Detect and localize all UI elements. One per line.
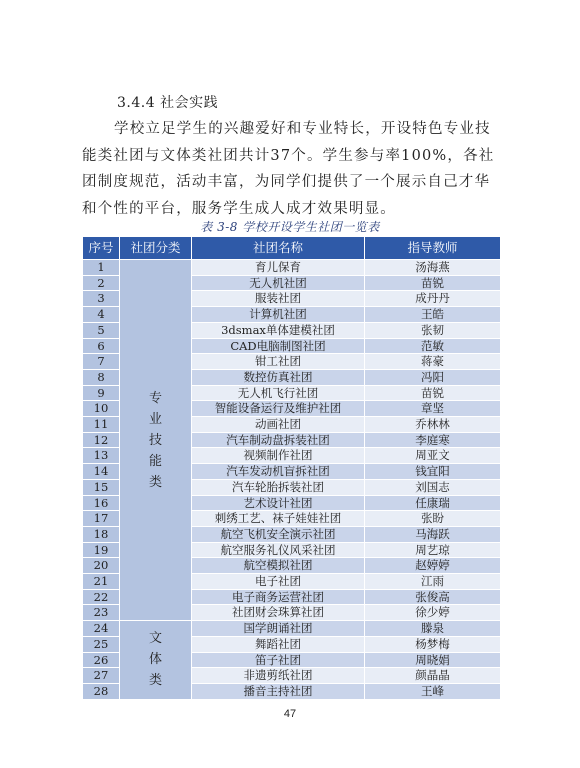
row-number: 20 bbox=[83, 558, 120, 574]
table-row bbox=[83, 260, 501, 276]
row-number: 28 bbox=[83, 683, 120, 699]
row-number: 5 bbox=[83, 322, 120, 338]
club-name: 动画社团 bbox=[192, 417, 365, 433]
column-header-category: 社团分类 bbox=[120, 237, 192, 260]
row-number: 3 bbox=[83, 291, 120, 307]
club-name: 钳工社团 bbox=[192, 354, 365, 370]
club-table bbox=[82, 236, 501, 700]
row-number: 22 bbox=[83, 589, 120, 605]
club-name: 航空服务礼仪风采社团 bbox=[192, 542, 365, 558]
club-name: 数控仿真社团 bbox=[192, 369, 365, 385]
row-number: 9 bbox=[83, 385, 120, 401]
body-paragraph bbox=[82, 116, 502, 222]
column-header-teacher: 指导教师 bbox=[365, 237, 501, 260]
category-label: 文体类 bbox=[148, 631, 162, 689]
club-teacher: 张盼 bbox=[365, 511, 501, 527]
club-teacher: 刘国志 bbox=[365, 479, 501, 495]
row-number: 14 bbox=[83, 464, 120, 480]
club-teacher: 颜晶晶 bbox=[365, 668, 501, 684]
row-number: 21 bbox=[83, 574, 120, 590]
row-number: 24 bbox=[83, 621, 120, 637]
row-number: 27 bbox=[83, 668, 120, 684]
row-number: 12 bbox=[83, 432, 120, 448]
club-name: 舞蹈社团 bbox=[192, 636, 365, 652]
club-teacher: 江雨 bbox=[365, 574, 501, 590]
table-caption: 表 3-8 学校开设学生社团一览表 bbox=[200, 220, 380, 234]
table-row bbox=[83, 621, 501, 637]
club-teacher: 冯阳 bbox=[365, 369, 501, 385]
club-teacher: 王皓 bbox=[365, 307, 501, 323]
club-teacher: 蒋豪 bbox=[365, 354, 501, 370]
club-name: 视频制作社团 bbox=[192, 448, 365, 464]
club-name: 智能设备运行及维护社团 bbox=[192, 401, 365, 417]
club-name: 刺绣工艺、袜子娃娃社团 bbox=[192, 511, 365, 527]
club-name: 汽车制动盘拆装社团 bbox=[192, 432, 365, 448]
row-number: 26 bbox=[83, 652, 120, 668]
club-name: 国学朗诵社团 bbox=[192, 621, 365, 637]
row-number: 11 bbox=[83, 417, 120, 433]
row-number: 17 bbox=[83, 511, 120, 527]
row-number: 6 bbox=[83, 338, 120, 354]
row-number: 4 bbox=[83, 307, 120, 323]
column-header-club-name: 社团名称 bbox=[192, 237, 365, 260]
club-teacher: 李庭寒 bbox=[365, 432, 501, 448]
club-name: 汽车轮胎拆装社团 bbox=[192, 479, 365, 495]
club-name: 育儿保育 bbox=[192, 260, 365, 276]
club-name: 播音主持社团 bbox=[192, 683, 365, 699]
club-name: 汽车发动机盲拆社团 bbox=[192, 464, 365, 480]
club-teacher: 赵婷婷 bbox=[365, 558, 501, 574]
row-number: 15 bbox=[83, 479, 120, 495]
row-number: 19 bbox=[83, 542, 120, 558]
row-number: 25 bbox=[83, 636, 120, 652]
category-label: 专业技能类 bbox=[148, 390, 162, 490]
category-professional-skills bbox=[120, 260, 192, 621]
club-teacher: 苗锐 bbox=[365, 275, 501, 291]
paragraph-text: 学校立足学生的兴趣爱好和专业特长，开设特色专业技能类社团与文体类社团共计37个。学生参与率100%，各社团制度规范，活动丰富，为同学们提供了一个展示自己才华和个性的平台，服务学生成人成才效果明显。 bbox=[82, 121, 495, 217]
club-teacher: 苗锐 bbox=[365, 385, 501, 401]
row-number: 1 bbox=[83, 260, 120, 276]
club-teacher: 钱宜阳 bbox=[365, 464, 501, 480]
club-name: 3dsmax单体建模社团 bbox=[192, 322, 365, 338]
club-teacher: 周艺琼 bbox=[365, 542, 501, 558]
club-name: 电子社团 bbox=[192, 574, 365, 590]
club-name: 电子商务运营社团 bbox=[192, 589, 365, 605]
category-arts-sports bbox=[120, 621, 192, 700]
column-header-no: 序号 bbox=[83, 237, 120, 260]
page-number: 47 bbox=[283, 708, 297, 720]
table-body bbox=[83, 260, 501, 700]
club-name: 服装社团 bbox=[192, 291, 365, 307]
row-number: 23 bbox=[83, 605, 120, 621]
club-name: CAD电脑制图社团 bbox=[192, 338, 365, 354]
club-name: 计算机社团 bbox=[192, 307, 365, 323]
row-number: 10 bbox=[83, 401, 120, 417]
row-number: 13 bbox=[83, 448, 120, 464]
club-name: 社团财会珠算社团 bbox=[192, 605, 365, 621]
club-teacher: 王峰 bbox=[365, 683, 501, 699]
club-name: 航空飞机安全演示社团 bbox=[192, 526, 365, 542]
club-teacher: 章坚 bbox=[365, 401, 501, 417]
row-number: 16 bbox=[83, 495, 120, 511]
club-teacher: 滕泉 bbox=[365, 621, 501, 637]
row-number: 2 bbox=[83, 275, 120, 291]
club-name: 无人机社团 bbox=[192, 275, 365, 291]
club-teacher: 范敏 bbox=[365, 338, 501, 354]
club-teacher: 张韧 bbox=[365, 322, 501, 338]
club-name: 航空模拟社团 bbox=[192, 558, 365, 574]
club-teacher: 徐少婷 bbox=[365, 605, 501, 621]
club-teacher: 张俊高 bbox=[365, 589, 501, 605]
club-name: 非遗剪纸社团 bbox=[192, 668, 365, 684]
club-teacher: 汤海燕 bbox=[365, 260, 501, 276]
club-teacher: 马海跃 bbox=[365, 526, 501, 542]
club-teacher: 成丹丹 bbox=[365, 291, 501, 307]
row-number: 18 bbox=[83, 526, 120, 542]
club-teacher: 周晓娟 bbox=[365, 652, 501, 668]
section-heading: 3.4.4 社会实践 bbox=[117, 95, 219, 111]
row-number: 8 bbox=[83, 369, 120, 385]
club-name: 笛子社团 bbox=[192, 652, 365, 668]
club-teacher: 乔林林 bbox=[365, 417, 501, 433]
club-teacher: 任康瑞 bbox=[365, 495, 501, 511]
club-name: 无人机飞行社团 bbox=[192, 385, 365, 401]
table-header-row bbox=[83, 237, 501, 260]
club-teacher: 杨梦梅 bbox=[365, 636, 501, 652]
club-teacher: 周亚文 bbox=[365, 448, 501, 464]
row-number: 7 bbox=[83, 354, 120, 370]
club-name: 艺术设计社团 bbox=[192, 495, 365, 511]
